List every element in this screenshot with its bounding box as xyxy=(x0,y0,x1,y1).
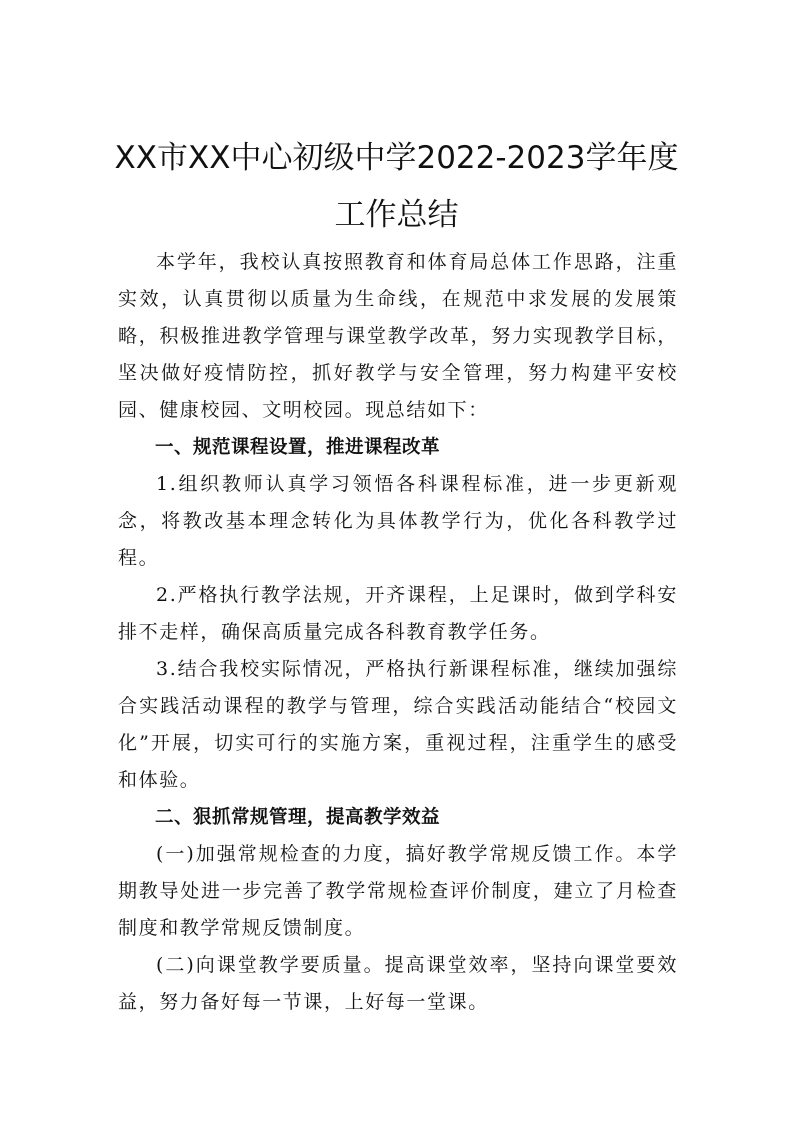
section-1-item-1: 1.组织教师认真学习领悟各科课程标准，进一步更新观念，将教改基本理念转化为具体教学行为，优化各科教学过程。 xyxy=(118,473,678,569)
document-title-line-1: XX市XX中心初级中学2022-2023学年度 xyxy=(114,140,679,176)
section-1-item-2: 2.严格执行教学法规，开齐课程，上足课时，做到学科安排不走样，确保高质量完成各科教育教学任务。 xyxy=(118,584,678,643)
document-title-line-2: 工作总结 xyxy=(334,197,459,233)
document-body xyxy=(118,244,678,1021)
section-heading-2: 二、狠抓常规管理，提高教学效益 xyxy=(155,807,441,828)
section-2-item-2: (二)向课堂教学要质量。提高课堂效率，坚持向课堂要效益，努力备好每一节课，上好每一堂课。 xyxy=(118,954,678,1013)
section-heading-1: 一、规范课程设置，推进课程改革 xyxy=(155,437,441,458)
intro-paragraph: 本学年，我校认真按照教育和体育局总体工作思路，注重实效，认真贯彻以质量为生命线，在规范中求发展的发展策略，积极推进教学管理与课堂教学改革，努力实现教学目标，坚决做好疫情防控，抓好教学与安全管理，努力构建平安校园、健康校园、文明校园。现总结如下： xyxy=(118,251,678,421)
section-1-item-3: 3.结合我校实际情况，严格执行新课程标准，继续加强综合实践活动课程的教学与管理，综合实践活动能结合“校园文化”开展，切实可行的实施方案，重视过程，注重学生的感受和体验。 xyxy=(118,658,678,791)
section-2-item-1: (一)加强常规检查的力度，搞好教学常规反馈工作。本学期教导处进一步完善了教学常规检查评价制度，建立了月检查制度和教学常规反馈制度。 xyxy=(118,843,678,939)
